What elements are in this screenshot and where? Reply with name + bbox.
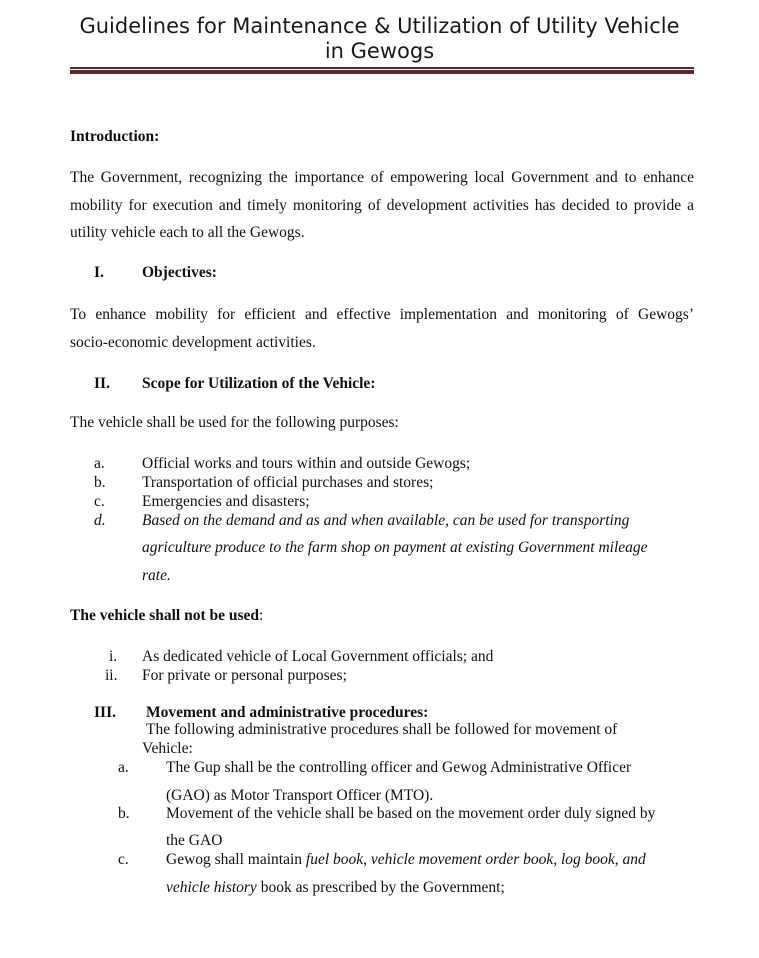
text-segment-italic: vehicle movement order book, log book, and xyxy=(370,851,646,868)
movement-item-marker: b. xyxy=(118,805,130,822)
movement-item-text xyxy=(166,851,646,869)
not-used-item-text: For private or personal purposes; xyxy=(142,667,347,684)
introduction-line: mobility for execution and timely monitoring of development activities has decided to provide a xyxy=(70,197,694,214)
document-title-line-1: Guidelines for Maintenance & Utilization of Utility Vehicle xyxy=(79,14,680,38)
movement-item-text xyxy=(166,879,505,897)
not-used-item-marker: i. xyxy=(109,648,118,665)
text-segment-italic: fuel book xyxy=(305,851,364,868)
text-segment: book as prescribed by the Government; xyxy=(256,879,505,896)
movement-numeral: III. xyxy=(94,704,116,721)
scope-item-text: Based on the demand and as and when available, can be used for transporting xyxy=(142,512,630,529)
not-used-heading-text: The vehicle shall not be used xyxy=(70,607,260,624)
objectives-line: To enhance mobility for efficient and effective implementation and monitoring of Gewogs’ xyxy=(70,306,694,323)
scope-item-text: Official works and tours within and outside Gewogs; xyxy=(142,455,471,472)
scope-intro: The vehicle shall be used for the following purposes: xyxy=(70,414,399,431)
movement-item-text: The Gup shall be the controlling officer and Gewog Administrative Officer xyxy=(166,759,632,776)
scope-numeral: II. xyxy=(94,375,110,392)
scope-item-text: rate. xyxy=(142,567,171,584)
objectives-heading: Objectives: xyxy=(142,264,217,281)
scope-item-text: agriculture produce to the farm shop on payment at existing Government mileage xyxy=(142,539,648,556)
title-divider-thin xyxy=(70,67,694,69)
scope-item-text: Emergencies and disasters; xyxy=(142,493,310,510)
movement-item-text: (GAO) as Motor Transport Officer (MTO). xyxy=(166,787,434,804)
introduction-line: The Government, recognizing the importance of empowering local Government and to enhance xyxy=(70,169,694,186)
movement-intro: The following administrative procedures shall be followed for movement of xyxy=(146,721,618,738)
movement-heading: Movement and administrative procedures: xyxy=(146,704,429,721)
text-segment: , xyxy=(363,851,371,868)
title-divider-thick xyxy=(70,70,694,74)
scope-item-text: Transportation of official purchases and stores; xyxy=(142,474,434,491)
scope-item-marker: a. xyxy=(94,455,105,472)
not-used-heading xyxy=(70,607,263,625)
text-segment: Gewog shall maintain xyxy=(166,851,306,868)
scope-item-marker: d. xyxy=(94,512,106,529)
movement-item-text: Movement of the vehicle shall be based on the movement order duly signed by xyxy=(166,805,656,822)
not-used-heading-colon: : xyxy=(259,607,264,624)
text-segment-italic: vehicle history xyxy=(166,879,257,896)
scope-heading: Scope for Utilization of the Vehicle: xyxy=(142,375,376,392)
movement-item-marker: a. xyxy=(118,759,129,776)
movement-item-marker: c. xyxy=(118,851,129,868)
scope-item-marker: b. xyxy=(94,474,106,491)
introduction-line: utility vehicle each to all the Gewogs. xyxy=(70,224,305,241)
movement-item-text: the GAO xyxy=(166,832,223,849)
not-used-item-text: As dedicated vehicle of Local Government officials; and xyxy=(142,648,494,665)
introduction-heading: Introduction: xyxy=(70,128,160,145)
not-used-item-marker: ii. xyxy=(105,667,118,684)
movement-intro: Vehicle: xyxy=(142,740,193,757)
document-title-line-2: in Gewogs xyxy=(324,39,435,63)
objectives-numeral: I. xyxy=(94,264,104,281)
scope-item-marker: c. xyxy=(94,493,105,510)
objectives-line: socio-economic development activities. xyxy=(70,334,316,351)
